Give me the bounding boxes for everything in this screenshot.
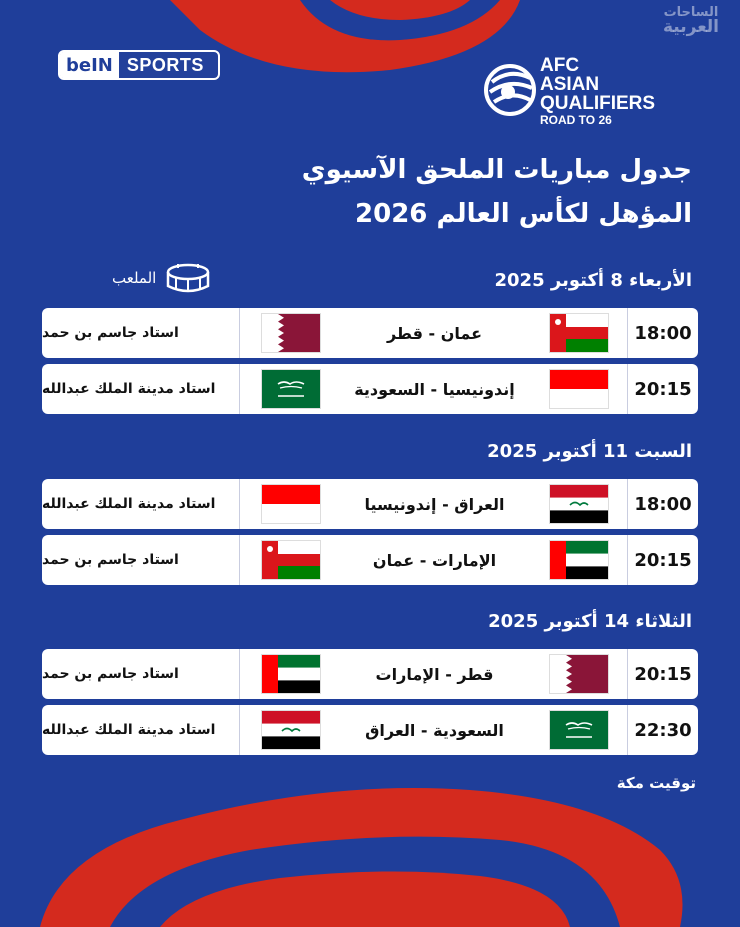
match-teams: العراق - إندونيسيا — [364, 494, 505, 514]
match-teams: إندونيسيا - السعودية — [354, 379, 515, 399]
afc-line3: QUALIFIERS — [540, 93, 656, 114]
match-teams-cell — [242, 308, 627, 358]
match-venue: استاد مدينة الملك عبدالله — [42, 705, 240, 755]
stadium-label: الملعب — [112, 269, 157, 287]
match-time: 20:15 — [627, 535, 698, 585]
match-row — [42, 479, 698, 529]
match-teams-cell — [242, 364, 627, 414]
indonesia-flag-icon — [262, 485, 320, 523]
afc-line4: ROAD TO 26 — [540, 113, 612, 127]
iraq-flag-icon — [262, 711, 320, 749]
match-time: 20:15 — [627, 364, 698, 414]
match-row — [42, 535, 698, 585]
saudi-flag-icon — [550, 711, 608, 749]
match-venue: استاد جاسم بن حمد — [42, 535, 240, 585]
title-line2: المؤهل لكأس العالم 2026 — [355, 199, 692, 229]
bein-sports-logo — [58, 50, 220, 80]
match-teams: الإمارات - عمان — [372, 550, 497, 570]
qatar-flag-icon — [550, 655, 608, 693]
day-date: السبت 11 أكتوبر 2025 — [487, 441, 692, 462]
team-flag-left — [550, 370, 608, 408]
watermark — [652, 5, 730, 37]
watermark-line1: الساحات — [663, 5, 719, 20]
match-teams: السعودية - العراق — [365, 720, 504, 740]
uae-flag-icon — [262, 655, 320, 693]
day-date: الثلاثاء 14 أكتوبر 2025 — [488, 611, 692, 632]
match-row — [42, 705, 698, 755]
oman-flag-icon — [550, 314, 608, 352]
stadium-column-header — [112, 262, 210, 294]
match-teams: عمان - قطر — [386, 323, 483, 343]
day-date: الأربعاء 8 أكتوبر 2025 — [494, 270, 692, 291]
afc-emblem-icon — [484, 60, 538, 122]
match-venue: استاد مدينة الملك عبدالله — [42, 364, 240, 414]
saudi-flag-icon — [262, 370, 320, 408]
match-venue: استاد مدينة الملك عبدالله — [42, 479, 240, 529]
team-flag-right — [262, 655, 320, 693]
uae-flag-icon — [550, 541, 608, 579]
match-time: 22:30 — [627, 705, 698, 755]
team-flag-right — [262, 485, 320, 523]
oman-flag-icon — [262, 541, 320, 579]
match-time: 18:00 — [627, 479, 698, 529]
match-teams-cell — [242, 705, 627, 755]
team-flag-right — [262, 711, 320, 749]
afc-qualifiers-logo — [484, 56, 694, 142]
team-flag-left — [550, 711, 608, 749]
bein-logo-right: SPORTS — [126, 54, 204, 75]
team-flag-left — [550, 485, 608, 523]
timezone-note: توقيت مكة — [616, 774, 696, 792]
match-teams-cell — [242, 535, 627, 585]
team-flag-left — [550, 541, 608, 579]
stadium-icon — [166, 262, 210, 294]
match-teams-cell — [242, 479, 627, 529]
team-flag-right — [262, 541, 320, 579]
qatar-flag-icon — [262, 314, 320, 352]
iraq-flag-icon — [550, 485, 608, 523]
match-time: 20:15 — [627, 649, 698, 699]
match-teams-cell — [242, 649, 627, 699]
afc-line2: ASIAN — [540, 74, 600, 95]
match-row — [42, 649, 698, 699]
afc-line1: AFC — [540, 55, 580, 76]
match-time: 18:00 — [627, 308, 698, 358]
indonesia-flag-icon — [550, 370, 608, 408]
team-flag-right — [262, 314, 320, 352]
team-flag-left — [550, 655, 608, 693]
match-row — [42, 364, 698, 414]
match-teams: قطر - الإمارات — [375, 664, 494, 684]
team-flag-left — [550, 314, 608, 352]
page-title — [302, 148, 692, 236]
watermark-line2: العربية — [662, 17, 719, 37]
title-line1: جدول مباريات الملحق الآسيوي — [301, 155, 692, 185]
team-flag-right — [262, 370, 320, 408]
bein-logo-left: beIN — [60, 52, 119, 78]
match-venue: استاد جاسم بن حمد — [42, 649, 240, 699]
match-row — [42, 308, 698, 358]
match-venue: استاد جاسم بن حمد — [42, 308, 240, 358]
